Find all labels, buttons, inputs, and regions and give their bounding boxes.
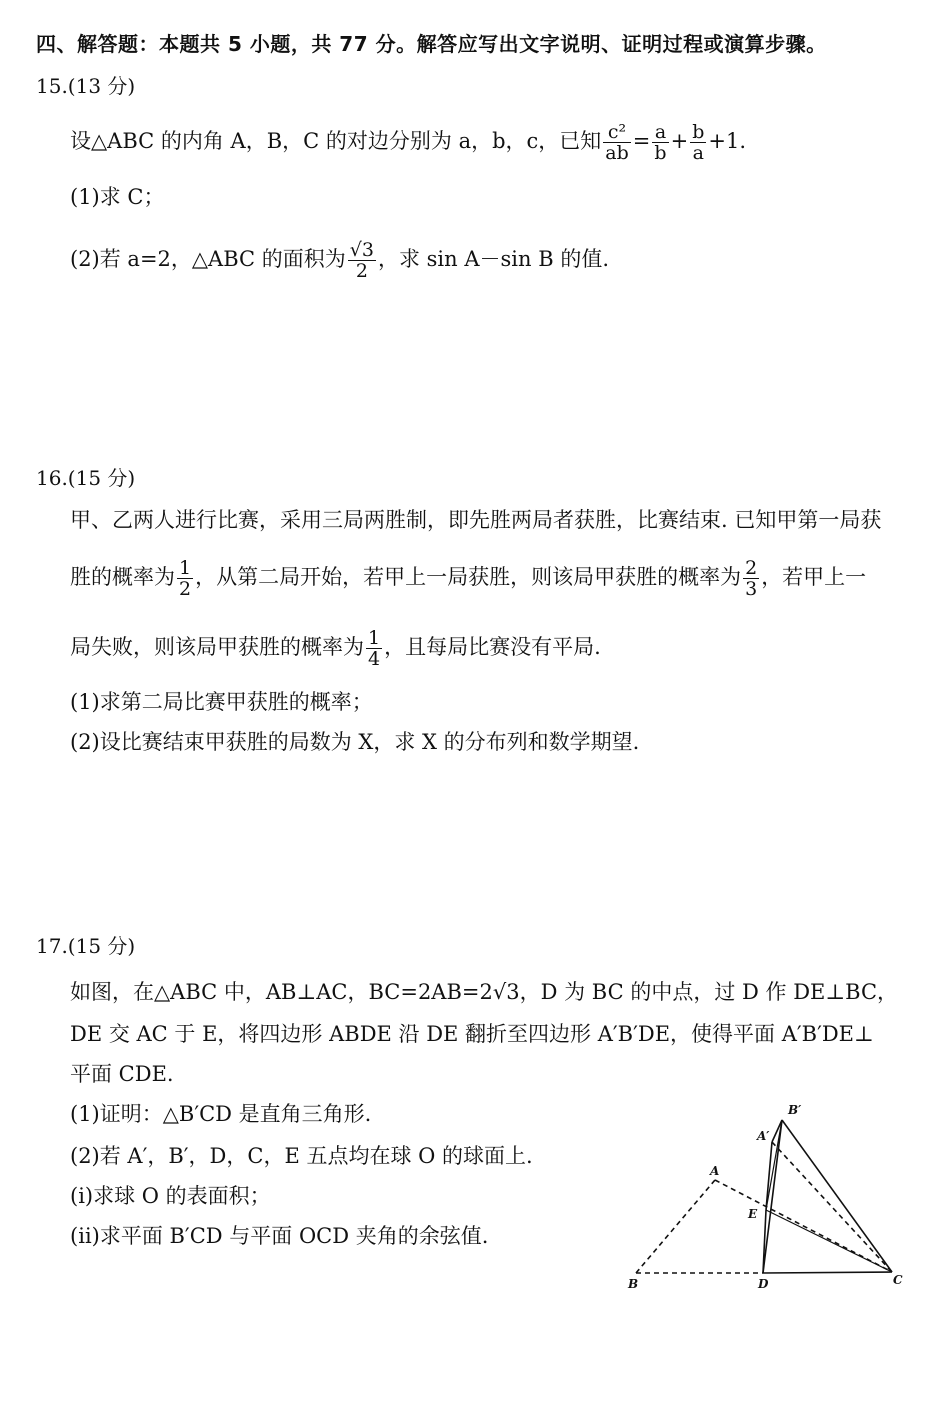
q15-plus: + (670, 129, 689, 153)
q15-frac-c2-ab (603, 122, 631, 163)
edge-AC (715, 1180, 892, 1272)
frac-denominator: a (692, 142, 704, 164)
frac-denominator: 4 (368, 648, 381, 670)
q15-part2-tail: ，求 sin A－sin B 的值. (377, 247, 609, 271)
edge-BprimeC (782, 1120, 892, 1272)
frac-numerator: 1 (179, 557, 192, 579)
q16-line2-mid: ，从第二局开始，若甲上一局获胜，则该局甲获胜的概率为 (195, 565, 742, 589)
q16-frac-2-3 (743, 558, 759, 599)
q17-part2-i: (ⅰ)求球 O 的表面积； (70, 1184, 271, 1208)
q15-frac-a-b (652, 122, 668, 163)
label-B: B (628, 1277, 639, 1291)
frac-numerator: √3 (349, 239, 374, 261)
frac-denominator: 2 (355, 260, 368, 282)
section-header: 四、解答题：本题共 5 小题，共 77 分。解答应写出文字说明、证明过程或演算步骤。 (36, 32, 827, 56)
q15-stem (70, 122, 746, 163)
q17-line1: 如图，在△ABC 中，AB⊥AC，BC=2AB=2√3，D 为 BC 的中点，过 D 作 DE⊥BC， (70, 980, 899, 1004)
q16-frac-1-2 (177, 558, 193, 599)
q17-part2: (2)若 A′，B′，D，C，E 五点均在球 O 的球面上. (70, 1144, 533, 1168)
edge-EC (766, 1210, 892, 1272)
q16-part2: (2)设比赛结束甲获胜的局数为 X，求 X 的分布列和数学期望. (70, 730, 640, 754)
q16-line2-tail: ，若甲上一 (761, 565, 867, 589)
frac-denominator: 2 (179, 578, 192, 600)
q17-line2: DE 交 AC 于 E，将四边形 ABDE 沿 DE 翻折至四边形 A′B′DE，使得平面 A′B′DE⊥ (70, 1022, 874, 1046)
q17-part2-ii: (ⅱ)求平面 B′CD 与平面 OCD 夹角的余弦值. (70, 1224, 489, 1248)
q16-line3-tail: ，且每局比赛没有平局. (384, 635, 601, 659)
frac-numerator: 1 (368, 627, 381, 649)
frac-denominator: 3 (745, 578, 758, 600)
label-Bprime: B′ (788, 1103, 802, 1117)
q16-part1: (1)求第二局比赛甲获胜的概率； (70, 690, 373, 714)
q15-part2-text: (2)若 a=2，△ABC 的面积为 (70, 247, 346, 271)
q16-line3-text: 局失败，则该局甲获胜的概率为 (70, 635, 364, 659)
label-C: C (893, 1273, 903, 1287)
q17-part1: (1)证明：△B′CD 是直角三角形. (70, 1102, 372, 1126)
q16-frac-1-4 (366, 628, 382, 669)
q15-equals: = (632, 129, 651, 153)
frac-numerator: 2 (745, 557, 758, 579)
label-E: E (748, 1207, 758, 1221)
q16-line2-text: 胜的概率为 (70, 565, 175, 589)
q16-line2 (70, 558, 866, 599)
frac-numerator: a (652, 122, 668, 143)
frac-numerator: b (692, 121, 705, 143)
edge-DC (763, 1272, 892, 1273)
q16-line1: 甲、乙两人进行比赛，采用三局两胜制，即先胜两局者获胜，比赛结束. 已知甲第一局获 (70, 508, 882, 532)
frac-numerator: c² (603, 122, 631, 143)
frac-denominator: b (654, 142, 667, 164)
label-A: A (710, 1164, 720, 1178)
q17-line3: 平面 CDE. (70, 1062, 174, 1086)
edge-AprimeC (772, 1142, 892, 1272)
geometry-figure (600, 1090, 920, 1300)
q15-frac-sqrt3-2 (348, 240, 376, 281)
q15-number: 15.(13 分) (36, 74, 136, 98)
edge-BA (636, 1180, 715, 1273)
q15-part1: (1)求 C； (70, 185, 165, 209)
q17-number: 17.(15 分) (36, 934, 136, 958)
q16-line3 (70, 628, 601, 669)
q15-frac-b-a (690, 122, 706, 163)
frac-denominator: ab (605, 142, 629, 164)
label-Aprime: A′ (757, 1129, 770, 1143)
q15-part2 (70, 240, 609, 281)
q16-number: 16.(15 分) (36, 466, 136, 490)
q15-plus-one: +1. (708, 129, 746, 153)
edge-AprimeE (766, 1142, 772, 1210)
label-D: D (758, 1277, 769, 1291)
q15-stem-text: 设△ABC 的内角 A，B，C 的对边分别为 a，b，c，已知 (70, 129, 602, 153)
